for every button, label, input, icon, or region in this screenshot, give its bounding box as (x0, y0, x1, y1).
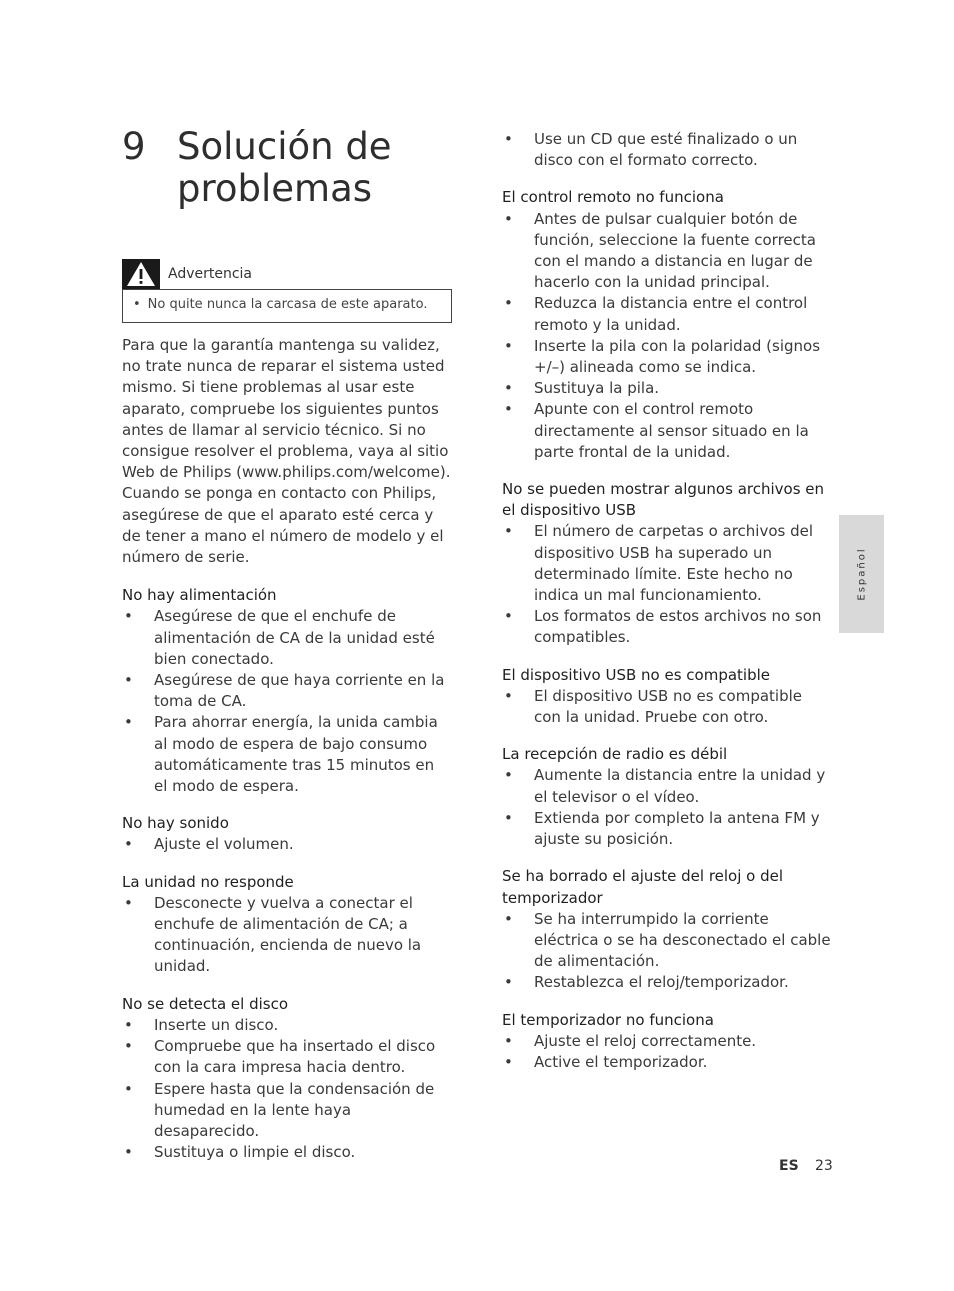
section-title: El temporizador no funciona (502, 1010, 714, 1029)
list-item (122, 834, 452, 855)
list-item (502, 521, 832, 606)
list-item-text: El dispositivo USB no es compatible con la unidad. Pruebe con otro. (534, 686, 803, 727)
section-list (502, 209, 832, 463)
list-item-text: Sustituya o limpie el disco. (154, 1143, 356, 1162)
list-item-text: Asegúrese de que el enchufe de alimentación de CA de la unidad esté bien conectado. (154, 607, 435, 668)
list-item (502, 1031, 832, 1052)
troubleshoot-section (122, 585, 452, 797)
section-title: No hay alimentación (122, 586, 277, 605)
section-list (502, 909, 832, 994)
warning-content (122, 289, 452, 323)
warning-label: Advertencia (168, 266, 253, 282)
bullet: • (504, 766, 513, 785)
list-item (502, 209, 832, 294)
bullet: • (504, 336, 513, 355)
continued-list (502, 129, 832, 171)
left-sections (122, 585, 452, 1163)
list-item-text: Antes de pulsar cualquier botón de función, seleccione la fuente correcta con el mando a distancia en lugar de hacerlo con la unidad principal. (534, 209, 816, 292)
list-item (122, 893, 452, 978)
language-side-tab (839, 515, 884, 633)
section-title: No hay sonido (122, 814, 229, 833)
section-list (122, 834, 452, 855)
list-item-text: Reduzca la distancia entre el control remoto y la unidad. (534, 294, 808, 334)
troubleshoot-section (502, 665, 832, 729)
list-item (122, 606, 452, 670)
troubleshoot-section (122, 994, 452, 1164)
section-title: No se pueden mostrar algunos archivos en el dispositivo USB (502, 480, 825, 520)
list-item-text: Asegúrese de que haya corriente en la toma de CA. (154, 671, 445, 711)
list-item-text: Compruebe que ha insertado el disco con la cara impresa hacia dentro. (154, 1037, 436, 1077)
chapter-number: 9 (122, 125, 146, 168)
section-title: La recepción de radio es débil (502, 745, 728, 764)
section-list (502, 1031, 832, 1073)
list-item-text: Espere hasta que la condensación de humedad en la lente haya desaparecido. (154, 1079, 435, 1140)
troubleshoot-section (502, 744, 832, 850)
section-title: No se detecta el disco (122, 994, 289, 1013)
list-item-text: Inserte la pila con la polaridad (signos +/–) alineada como se indica. (534, 336, 821, 377)
list-item-text: El número de carpetas o archivos del dispositivo USB ha superado un determinado límite. Este hecho no indica un mal funcionamiento. (534, 522, 814, 605)
list-item (122, 1036, 452, 1078)
list-item-text: Ajuste el reloj correctamente. (534, 1031, 757, 1050)
list-item-text: Apunte con el control remoto directamente al sensor situado en la parte frontal de la unidad. (534, 400, 809, 461)
list-item (122, 1015, 452, 1036)
list-item (502, 336, 832, 378)
section-list (122, 606, 452, 797)
warning-text: No quite nunca la carcasa de este aparato. (147, 297, 428, 312)
list-item (502, 399, 832, 463)
list-item-text: Inserte un disco. (154, 1015, 279, 1034)
section-title: La unidad no responde (122, 872, 294, 891)
list-item-text: Aumente la distancia entre la unidad y el televisor o el vídeo. (534, 766, 826, 806)
bullet: • (504, 1052, 513, 1071)
section-list (122, 1015, 452, 1163)
bullet: • (504, 130, 513, 148)
list-item-text: Sustituya la pila. (534, 379, 660, 398)
troubleshoot-section (502, 1010, 832, 1074)
bullet: • (133, 297, 141, 312)
list-item (122, 670, 452, 712)
list-item (502, 972, 832, 993)
troubleshoot-section (502, 479, 832, 649)
left-column (122, 335, 452, 1163)
bullet: • (124, 835, 133, 854)
list-item (502, 378, 832, 399)
bullet: • (124, 1015, 133, 1034)
list-item-text: Para ahorrar energía, la unida cambia al modo de espera de bajo consumo automáticamente tras 15 minutos en el modo de espera. (154, 713, 438, 796)
intro-paragraph: Para que la garantía mantenga su validez, no trate nunca de reparar el sistema usted mismo. Si tiene problemas al usar este aparato, compruebe los siguientes puntos antes de llamar al servicio técnico. Si no consigue resolver el problema, vaya al sitio Web de Philips (www.philips.com/welcome). Cuando se ponga en contacto con Philips, asegúrese de que el aparato esté cerca y de tener a mano el número de modelo y el número de serie. (122, 336, 451, 567)
list-item-text: Ajuste el volumen. (154, 835, 294, 854)
list-item (502, 808, 832, 850)
page-number: 23 (815, 1158, 833, 1174)
list-item-text: Extienda por completo la antena FM y ajuste su posición. (534, 808, 820, 849)
right-column (502, 129, 832, 1073)
section-list (502, 521, 832, 648)
list-item (502, 686, 832, 728)
list-item-text: Use un CD que esté finalizado o un disco con el formato correcto. (534, 130, 798, 170)
list-item-text: Los formatos de estos archivos no son compatibles. (534, 607, 822, 647)
bullet: • (124, 671, 133, 690)
right-sections (502, 187, 832, 1073)
list-item (502, 765, 832, 807)
bullet: • (504, 686, 513, 705)
section-list (502, 686, 832, 728)
bullet: • (504, 607, 513, 626)
list-item (502, 606, 832, 648)
bullet: • (124, 607, 133, 626)
list-item (502, 129, 832, 171)
section-title: El control remoto no funciona (502, 188, 724, 207)
bullet: • (504, 808, 513, 827)
side-tab-label: Español (856, 547, 867, 601)
bullet: • (124, 1143, 133, 1162)
bullet: • (504, 400, 513, 419)
list-item (122, 1079, 452, 1143)
bullet: • (504, 522, 513, 541)
warning-header (122, 259, 452, 289)
list-item-text: Active el temporizador. (534, 1052, 708, 1071)
bullet: • (124, 1079, 133, 1098)
section-title: Se ha borrado el ajuste del reloj o del temporizador (502, 867, 784, 907)
section-list (502, 765, 832, 850)
list-item-text: Restablezca el reloj/temporizador. (534, 973, 789, 992)
chapter-title: Solución de problemas (177, 125, 392, 210)
list-item-text: Se ha interrumpido la corriente eléctrica o se ha desconectado el cable de alimentación. (534, 909, 831, 971)
troubleshoot-section (502, 866, 832, 993)
bullet: • (124, 1037, 133, 1056)
warning-triangle-icon (122, 259, 160, 289)
list-item (502, 909, 832, 973)
list-item (502, 293, 832, 335)
bullet: • (504, 973, 513, 992)
section-list (122, 893, 452, 978)
bullet: • (504, 379, 513, 398)
warning-box (122, 259, 452, 323)
troubleshoot-section (122, 813, 452, 855)
bullet: • (504, 294, 513, 313)
section-title: El dispositivo USB no es compatible (502, 665, 771, 684)
footer-language: ES (779, 1158, 799, 1174)
bullet: • (504, 1031, 513, 1050)
list-item (122, 1142, 452, 1163)
troubleshoot-section (122, 872, 452, 978)
bullet: • (504, 909, 513, 928)
bullet: • (124, 713, 133, 732)
bullet: • (124, 893, 133, 912)
list-item-text: Desconecte y vuelva a conectar el enchufe de alimentación de CA; a continuación, encienda de nuevo la unidad. (154, 893, 422, 976)
list-item (502, 1052, 832, 1073)
bullet: • (504, 209, 513, 228)
troubleshoot-section (502, 187, 832, 463)
list-item (122, 712, 452, 797)
